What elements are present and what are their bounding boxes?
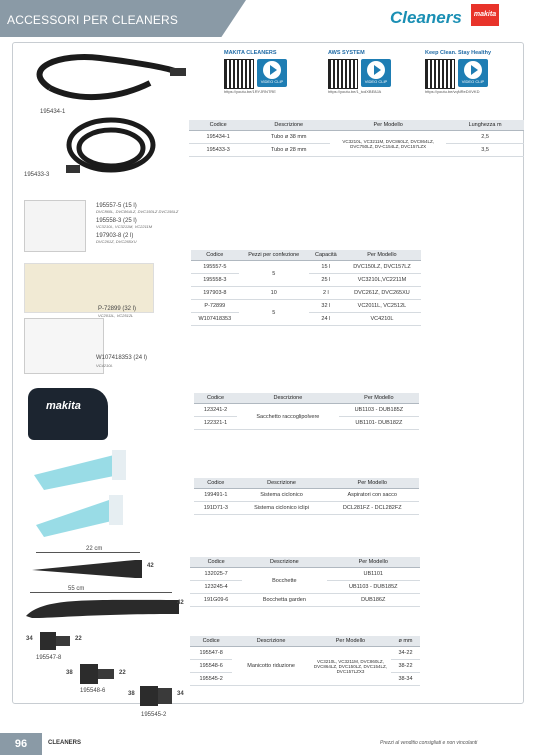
col-header: Descrizione bbox=[247, 120, 330, 131]
bag-code-4: P-72899 (32 l) bbox=[98, 306, 137, 312]
dust-bag-table: Codice Descrizione Per Modello 123241-2 Sacchetto raccoglipolvere UB1103 - DUB185Z 122321-1 UB1101- DUB182Z bbox=[194, 393, 419, 430]
adapter-code-1: 195547-8 bbox=[36, 655, 62, 661]
nozzle-length-1: 22 cm bbox=[86, 546, 103, 552]
cyclone-table: Codice Descrizione Per Modello 199491-1 Sistema ciclonico Aspiratori con sacco 191D71-3 Sistema ciclonico iclipi DCL281FZ - DCL282FZ bbox=[194, 478, 419, 515]
table-row: 195433-3 Tubo ø 28 mm 3,5 bbox=[189, 144, 524, 157]
table-row: 123245-4 UB1103 - DUB185Z bbox=[190, 581, 420, 594]
table-row: 195547-8 Manicotto riduzione VC3210L, VC3211M, DVC860LZ, DVC864LZ, DVC150LZ, DVC154LZ, DVC157LZX3 34-22 bbox=[190, 647, 420, 660]
table-row: 191D71-3 Sistema ciclonico iclipi DCL281FZ - DCL282FZ bbox=[194, 502, 419, 515]
qr-block-1[interactable] bbox=[224, 50, 304, 94]
dust-bag-logo: makita bbox=[46, 400, 81, 412]
adapter-dim: 22 bbox=[75, 636, 82, 642]
bags-table: Codice Pezzi per confezione Capacità Per Modello 195557-5 5 15 l DVC150LZ, DVC157LZ 195558-3 25 l VC3210L,VC2211M 197903-8 10 2 l DVC261Z, DVC265XU P-72899 5 32 l VC2011L, VC2512L W107418353 24 l VC4210L bbox=[191, 250, 421, 326]
video-clip-icon[interactable]: VIDEO CLIP bbox=[257, 59, 287, 87]
brand-title: Cleaners bbox=[390, 8, 462, 27]
bag-code-5: W107418353 (24 l) bbox=[96, 355, 148, 361]
video-clip-icon[interactable]: VIDEO CLIP bbox=[361, 59, 391, 87]
table-row: W107418353 24 l VC4210L bbox=[191, 313, 421, 326]
col-header: Codice bbox=[189, 120, 247, 131]
nozzle-table: Codice Descrizione Per Modello 132025-7 Bocchette UB1101 123245-4 UB1103 - DUB185Z 191G09-6 Bocchetta garden DUB186Z bbox=[190, 557, 420, 607]
dust-bag-image bbox=[28, 388, 108, 440]
adapter-image-2 bbox=[78, 662, 118, 686]
dimension-line bbox=[30, 592, 172, 593]
page-title: ACCESSORI PER CLEANERS bbox=[7, 13, 179, 27]
footer-section: CLEANERS bbox=[48, 740, 82, 746]
hose-code-1: 195434-1 bbox=[40, 109, 66, 115]
nozzle-image-2 bbox=[24, 594, 182, 620]
table-row: 195557-5 5 15 l DVC150LZ, DVC157LZ bbox=[191, 261, 421, 274]
table-row: 191G09-6 Bocchetta garden DUB186Z bbox=[190, 594, 420, 607]
adapter-code-2: 195548-6 bbox=[80, 688, 106, 694]
qr-code-icon[interactable] bbox=[224, 59, 254, 89]
table-row: 195545-2 38-34 bbox=[190, 673, 420, 686]
adapter-dim: 22 bbox=[119, 670, 126, 676]
table-row: 195548-6 38-22 bbox=[190, 660, 420, 673]
bag-image-3 bbox=[24, 318, 104, 374]
adapter-image-1 bbox=[38, 630, 74, 652]
video-clip-icon[interactable]: VIDEO CLIP bbox=[458, 59, 488, 87]
adapter-image-3 bbox=[138, 684, 176, 708]
qr-block-2[interactable] bbox=[328, 50, 408, 94]
hose-image-1 bbox=[20, 48, 190, 110]
makita-logo: makita bbox=[471, 4, 499, 26]
qr-title: MAKITA CLEANERS bbox=[224, 50, 277, 56]
table-row: P-72899 5 32 l VC2011L, VC2512L bbox=[191, 300, 421, 313]
qr-block-3[interactable] bbox=[425, 50, 517, 94]
bag-fit-5: VC4210L bbox=[96, 363, 113, 368]
nozzle-diameter-1: 42 bbox=[147, 563, 154, 569]
adapter-table: Codice Descrizione Per Modello ø mm 195547-8 Manicotto riduzione VC3210L, VC3211M, DVC860LZ, DVC864LZ, DVC150LZ, DVC154LZ, DVC157LZX3 34-22 195548-6 38-22 195545-2 38-34 bbox=[190, 636, 420, 686]
qr-title: AWS SYSTEM bbox=[328, 50, 365, 56]
qr-code-icon[interactable] bbox=[328, 59, 358, 89]
qr-url[interactable]: https://youtu.be/1RYJRNTRE bbox=[224, 89, 276, 94]
table-row: 199491-1 Sistema ciclonico Aspiratori con sacco bbox=[194, 489, 419, 502]
page-number: 96 bbox=[0, 733, 42, 755]
table-row: 197903-8 10 2 l DVC261Z, DVC265XU bbox=[191, 287, 421, 300]
table-row: 195558-3 25 l VC3210L,VC2211M bbox=[191, 274, 421, 287]
cyclone-image bbox=[24, 445, 144, 540]
nozzle-image-1 bbox=[30, 556, 150, 580]
nozzle-diameter-2: 42 bbox=[177, 600, 184, 606]
hose-image-2 bbox=[56, 110, 166, 190]
dimension-line bbox=[36, 552, 140, 553]
hose-code-2: 195433-3 bbox=[24, 172, 50, 178]
bag-image-1 bbox=[24, 200, 86, 252]
bag-fit-4: VC2011L, VC2512L bbox=[98, 313, 134, 318]
table-row: 122321-1 UB1101- DUB182Z bbox=[194, 417, 419, 430]
adapter-code-3: 195545-2 bbox=[141, 712, 167, 718]
table-row: 123241-2 Sacchetto raccoglipolvere UB1103 - DUB185Z bbox=[194, 404, 419, 417]
adapter-dim: 34 bbox=[26, 636, 33, 642]
col-header: Lunghezza m bbox=[446, 120, 524, 131]
adapter-dim: 38 bbox=[66, 670, 73, 676]
adapter-dim: 34 bbox=[177, 691, 184, 697]
qr-title: Keep Clean. Stay Healthy bbox=[425, 50, 492, 56]
footer-note: Prezzi al venditio consigliati e non vincolanti bbox=[380, 740, 478, 746]
bag-label-group: 195557-5 (15 l) DVC860L, DVC864LZ, DVC150LZ DVC156LZ 195558-3 (25 l) VC3210L, VC3211M, VC2211M 197903-8 (2 l) DVC261Z, DVC265XU bbox=[96, 203, 179, 244]
nozzle-length-2: 55 cm bbox=[68, 586, 85, 592]
qr-url[interactable]: https://youtu.be/1_tcdXBE8JA bbox=[328, 89, 382, 94]
table-row: 132025-7 Bocchette UB1101 bbox=[190, 568, 420, 581]
col-header: Per Modello bbox=[330, 120, 446, 131]
qr-code-icon[interactable] bbox=[425, 59, 455, 89]
hose-table bbox=[189, 120, 524, 157]
qr-url[interactable]: https://youtu.be/vqNReDXVKD bbox=[425, 89, 480, 94]
adapter-dim: 38 bbox=[128, 691, 135, 697]
table-row: 195434-1 Tubo ø 38 mm VC3210L, VC3211M, DVC860LZ, DVC864LZ, DVC750LZ, DV-C154LZ, DVC157LZX 2,5 bbox=[189, 131, 524, 144]
